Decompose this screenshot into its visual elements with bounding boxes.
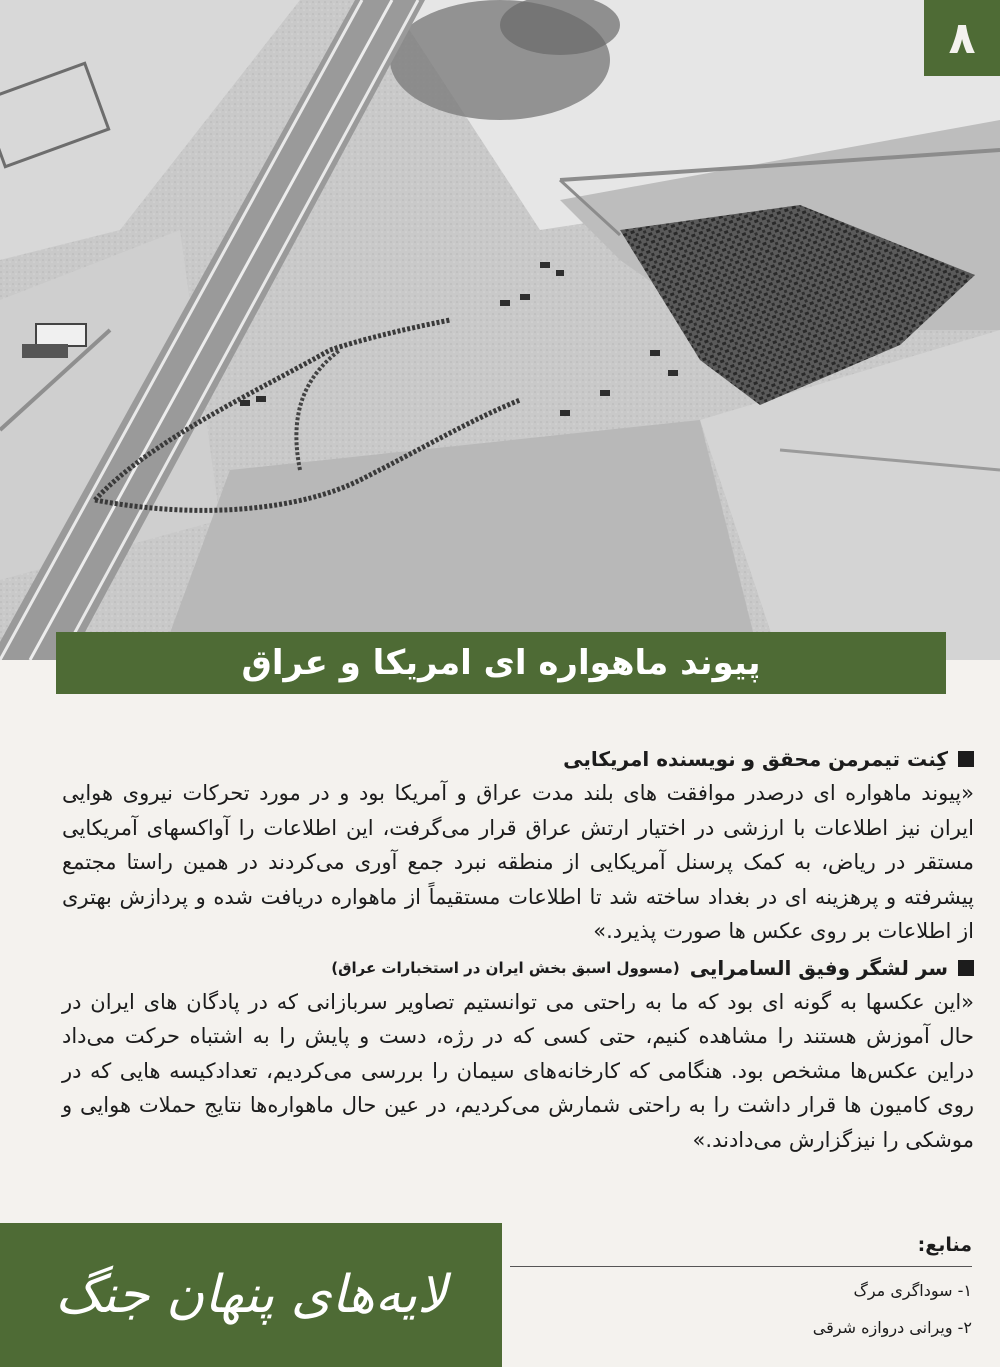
book-title-block: [0, 1223, 502, 1367]
square-bullet-icon: [958, 960, 974, 976]
source-item: ۱- سوداگری مرگ: [853, 1281, 972, 1300]
speaker-name: کِنت تیمرمن محقق و نویسنده امریکایی: [563, 747, 948, 771]
sources-section: [510, 1234, 972, 1355]
page-title: پیوند ماهواره ای امریکا و عراق: [56, 632, 946, 694]
aerial-photo: [0, 0, 1000, 660]
speaker-heading: [62, 742, 974, 776]
speaker-name: سر لشگر وفیق السامرایی: [689, 955, 948, 980]
quote-text: «این عکسها به گونه ای بود که ما به راحتی می توانستیم تصاویر سربازانی که در پادگان های ایران در حال آموزش هستند را مشاهده کنیم، حتی کسی که در رژه، دست و پایش را به اشتباه حرکت می‌داد دراین عکس‌ها مشخص بود. هنگامی که کارخانه‌های سیمان را بررسی می‌کردیم، تعدادکیسه هایی که در روی کامیون ها قرار داشت را به راحتی شمارش می‌کردیم، در عین حال ماهواره‌ها نتایج حملات هوایی و موشکی را نیزگزارش می‌دادند.»: [62, 989, 974, 1152]
building-shadow: [22, 344, 68, 358]
book-title: لایه‌های پنهان جنگ: [55, 1265, 447, 1325]
quote-text: «پیوند ماهواره ای درصدر موافقت های بلند مدت عراق و آمریکا بود و در مورد تحرکات نیروی هوایی ایران نیز اطلاعات با ارزشی در اختیار ارتش عراق قرار می‌گرفت، این اطلاعات را آواکسهای آمریکایی مستقر در ریاض، به کمک پرسنل آمریکایی از منطقه نبرد جمع آوری می‌کردند در همین راستا مجتمع پیشرفته و پرهزینه ای در بغداد ساخته شد تا اطلاعات مستقیماً از ماهواره دریافت شده و پردازش بهتری از اطلاعات بر روی عکس ها صورت پذیرد.»: [62, 781, 974, 943]
source-item: ۲- ویرانی دروازه شرقی: [812, 1318, 972, 1337]
sources-heading: منابع:: [510, 1234, 972, 1267]
aerial-photo-svg: [0, 0, 1000, 660]
building: [36, 324, 86, 346]
page-number: ۸: [924, 0, 1000, 76]
article-body: [62, 742, 974, 1159]
speaker-role: (مسوول اسبق بخش ایران در استخبارات عراق): [331, 958, 680, 977]
square-bullet-icon: [958, 751, 974, 767]
speaker-heading: [62, 951, 974, 985]
